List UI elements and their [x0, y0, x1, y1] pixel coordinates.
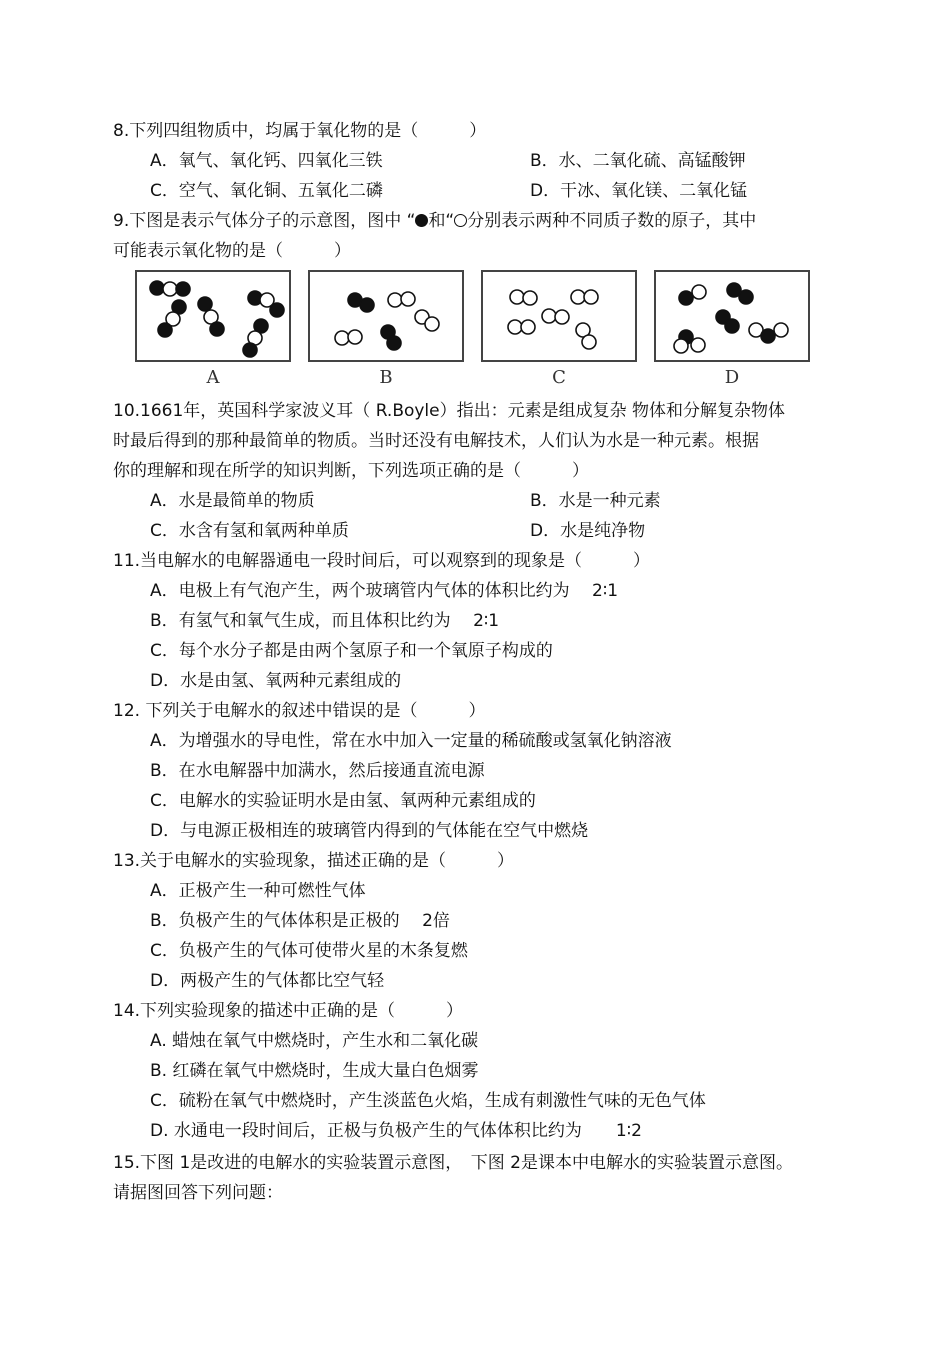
- q13-option-b: B．负极产生的气体体积是正极的 2倍: [150, 911, 450, 931]
- q11-option-c: C．每个水分子都是由两个氢原子和一个氧原子构成的: [150, 641, 553, 661]
- molecule-figures: [135, 270, 815, 390]
- figure-label-b: B: [379, 367, 393, 388]
- q9-stem-line2: 可能表示氧化物的是（ ）: [113, 241, 351, 261]
- q14-option-b: B. 红磷在氧气中燃烧时，生成大量白色烟雾: [150, 1061, 479, 1081]
- q10-option-a: A．水是最简单的物质: [150, 491, 315, 511]
- q11-option-d: D．水是由氢、氧两种元素组成的: [150, 671, 402, 691]
- q8-option-c: C．空气、氧化铜、五氧化二磷: [150, 181, 383, 201]
- figure-label-a: A: [206, 367, 220, 388]
- q11-stem: 11.当电解水的电解器通电一段时间后，可以观察到的现象是（ ）: [113, 551, 651, 571]
- q13-option-d: D．两极产生的气体都比空气轻: [150, 971, 385, 991]
- q12-stem: 12. 下列关于电解水的叙述中错误的是（ ）: [113, 701, 486, 721]
- q10-line1: 10.1661年，英国科学家波义耳（ R.Boyle）指出：元素是组成复杂 物体和分解复杂物体: [113, 401, 786, 421]
- q14-option-d: D. 水通电一段时间后，正极与负极产生的气体体积比约为 1∶2: [150, 1121, 642, 1141]
- molecules-c-diagram: [483, 272, 639, 364]
- q10-line3: 你的理解和现在所学的知识判断，下列选项正确的是（ ）: [113, 461, 589, 481]
- molecules-b-diagram: [310, 272, 466, 364]
- molecules-d-diagram: [656, 272, 812, 364]
- q9-stem-part3: 分别表示两种不同质子数的原子，其中: [467, 211, 757, 231]
- q10-line2: 时最后得到的那种最简单的物质。当时还没有电解技术，人们认为水是一种元素。根据: [113, 431, 759, 451]
- q12-option-b: B．在水电解器中加满水，然后接通直流电源: [150, 761, 485, 781]
- q8-stem: 8.下列四组物质中，均属于氧化物的是（ ）: [113, 121, 487, 141]
- q9-stem: [113, 210, 756, 232]
- q13-stem: 13.关于电解水的实验现象，描述正确的是（ ）: [113, 851, 515, 871]
- q11-option-b: B．有氢气和氧气生成，而且体积比约为 2∶1: [150, 611, 500, 631]
- q9-stem-part1: 9.下图是表示气体分子的示意图，图中 “: [113, 211, 416, 231]
- q10-option-c: C．水含有氢和氧两种单质: [150, 521, 349, 541]
- q10-option-d: D．水是纯净物: [530, 521, 646, 541]
- q14-option-c: C．硫粉在氧气中燃烧时，产生淡蓝色火焰，生成有刺激性气味的无色气体: [150, 1091, 706, 1111]
- black-atom-icon: [415, 214, 428, 227]
- q15-line2: 请据图回答下列问题：: [113, 1183, 283, 1203]
- figure-box-a: [135, 270, 291, 362]
- q9-stem-part2: 和“: [428, 211, 455, 231]
- q8-option-d: D．干冰、氧化镁、二氧化锰: [530, 181, 748, 201]
- figure-label-d: D: [724, 367, 740, 388]
- q12-option-a: A．为增强水的导电性，常在水中加入一定量的稀硫酸或氢氧化钠溶液: [150, 731, 672, 751]
- figure-box-b: [308, 270, 464, 362]
- figure-box-d: [654, 270, 810, 362]
- q15-line1: 15.下图 1是改进的电解水的实验装置示意图， 下图 2是课本中电解水的实验装置示意图。: [113, 1153, 793, 1173]
- white-atom-icon: [454, 214, 467, 227]
- figure-label-c: C: [552, 367, 566, 388]
- q14-option-a: A. 蜡烛在氧气中燃烧时，产生水和二氧化碳: [150, 1031, 479, 1051]
- q12-option-c: C．电解水的实验证明水是由氢、氧两种元素组成的: [150, 791, 536, 811]
- q12-option-d: D．与电源正极相连的玻璃管内得到的气体能在空气中燃烧: [150, 821, 589, 841]
- molecules-a-diagram: [137, 272, 293, 364]
- q11-option-a: A．电极上有气泡产生，两个玻璃管内气体的体积比约为 2∶1: [150, 581, 619, 601]
- q10-option-b: B．水是一种元素: [530, 491, 661, 511]
- q8-option-a: A．氧气、氧化钙、四氧化三铁: [150, 151, 383, 171]
- q13-option-c: C．负极产生的气体可使带火星的木条复燃: [150, 941, 468, 961]
- q14-stem: 14.下列实验现象的描述中正确的是（ ）: [113, 1001, 464, 1021]
- q8-option-b: B．水、二氧化硫、高锰酸钾: [530, 151, 746, 171]
- q13-option-a: A．正极产生一种可燃性气体: [150, 881, 366, 901]
- figure-box-c: [481, 270, 637, 362]
